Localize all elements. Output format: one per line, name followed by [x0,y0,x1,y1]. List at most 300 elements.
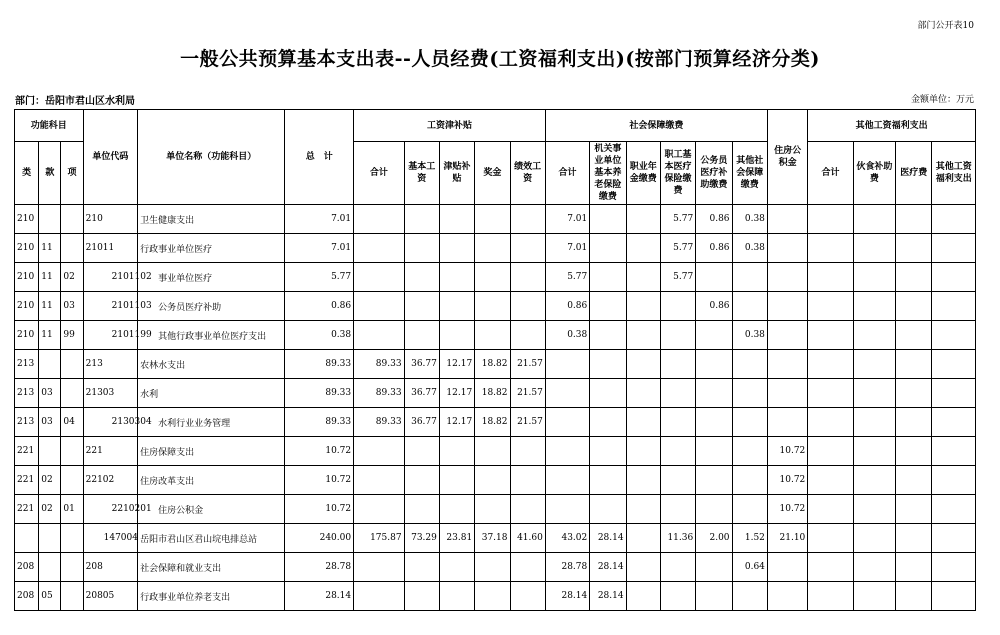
meal-cell [853,437,895,466]
meal-cell [853,524,895,553]
table-row [15,350,976,379]
lei-cell: 221 [15,437,39,466]
meal-cell [853,466,895,495]
annuity-cell [626,553,660,582]
other-social-cell [732,437,767,466]
wage-total-cell: 89.33 [354,408,404,437]
social-total-cell: 28.14 [545,582,589,611]
other-total-cell [808,495,853,524]
performance-cell [510,234,545,263]
lei-cell: 213 [15,379,39,408]
expenditure-table [14,109,976,611]
kuan-cell: 03 [39,408,61,437]
performance-cell [510,466,545,495]
pension-cell [590,205,626,234]
pension-cell [590,292,626,321]
other-social-cell [732,495,767,524]
social-total-cell [545,495,589,524]
unit-name-cell: 住房改革支出 [138,466,285,495]
allowance-cell: 12.17 [439,379,474,408]
pension-cell: 28.14 [590,524,626,553]
total-cell: 10.72 [285,495,354,524]
meal-cell [853,553,895,582]
housing-cell: 10.72 [767,466,807,495]
unit-code-cell: 2101102 [83,263,138,292]
wage-total-cell [354,292,404,321]
header-other-group: 其他工资福利支出 [808,110,976,142]
medical-cell: 11.36 [660,524,695,553]
header-other-total: 合计 [808,142,853,205]
basic-wage-cell: 36.77 [404,379,439,408]
bonus-cell [475,437,510,466]
annuity-cell [626,263,660,292]
header-meal: 伙食补助费 [853,142,895,205]
total-cell: 0.86 [285,292,354,321]
unit-name-cell: 社会保障和就业支出 [138,553,285,582]
housing-cell [767,553,807,582]
other-social-cell: 0.38 [732,205,767,234]
performance-cell: 21.57 [510,350,545,379]
bonus-cell [475,234,510,263]
annuity-cell [626,234,660,263]
total-cell: 89.33 [285,408,354,437]
xiang-cell: 99 [61,321,83,350]
header-civil-medical: 公务员医疗补助缴费 [696,142,732,205]
wage-total-cell [354,495,404,524]
page-title: 一般公共预算基本支出表--人员经费(工资福利支出)(按部门预算经济分类) [180,48,820,70]
pension-cell [590,234,626,263]
social-total-cell: 7.01 [545,205,589,234]
allowance-cell [439,292,474,321]
other-welfare-cell [932,466,976,495]
basic-wage-cell [404,437,439,466]
kuan-cell [39,205,61,234]
bonus-cell [475,553,510,582]
bonus-cell: 37.18 [475,524,510,553]
social-total-cell: 0.38 [545,321,589,350]
unit-name-cell: 公务员医疗补助 [138,292,285,321]
header-bonus: 奖金 [475,142,510,205]
unit-code-cell: 221 [83,437,138,466]
kuan-cell [39,437,61,466]
table-row [15,292,976,321]
medical-cell [660,495,695,524]
basic-wage-cell [404,292,439,321]
social-total-cell [545,379,589,408]
other-welfare-cell [932,205,976,234]
medical-fee-cell [896,408,932,437]
table-row [15,379,976,408]
basic-wage-cell [404,321,439,350]
housing-cell [767,205,807,234]
lei-cell [15,524,39,553]
medical-cell: 5.77 [660,234,695,263]
other-social-cell [732,379,767,408]
medical-fee-cell [896,292,932,321]
unit-name-cell: 水利行业业务管理 [138,408,285,437]
table-row [15,437,976,466]
annuity-cell [626,466,660,495]
header-allowance: 津贴补贴 [439,142,474,205]
xiang-cell [61,205,83,234]
other-total-cell [808,350,853,379]
social-total-cell [545,466,589,495]
bonus-cell [475,582,510,611]
total-cell: 0.38 [285,321,354,350]
total-cell: 89.33 [285,379,354,408]
allowance-cell [439,495,474,524]
table-row [15,263,976,292]
other-total-cell [808,408,853,437]
bonus-cell [475,321,510,350]
annuity-cell [626,350,660,379]
unit-code-cell: 20805 [83,582,138,611]
unit-name-cell: 水利 [138,379,285,408]
meal-cell [853,234,895,263]
allowance-cell [439,321,474,350]
medical-cell [660,408,695,437]
performance-cell: 21.57 [510,408,545,437]
civil-medical-cell: 2.00 [696,524,732,553]
medical-fee-cell [896,495,932,524]
header-kuan: 款 [39,142,61,205]
bonus-cell [475,263,510,292]
medical-cell [660,292,695,321]
wage-total-cell [354,205,404,234]
meal-cell [853,408,895,437]
bonus-cell [475,495,510,524]
other-social-cell [732,263,767,292]
unit-code-cell: 213 [83,350,138,379]
performance-cell [510,205,545,234]
unit-name-cell: 事业单位医疗 [138,263,285,292]
bonus-cell [475,292,510,321]
medical-fee-cell [896,321,932,350]
housing-cell [767,321,807,350]
other-social-cell [732,350,767,379]
kuan-cell: 11 [39,292,61,321]
other-welfare-cell [932,553,976,582]
bonus-cell: 18.82 [475,350,510,379]
other-total-cell [808,524,853,553]
unit-code-cell: 210 [83,205,138,234]
annuity-cell [626,524,660,553]
medical-fee-cell [896,234,932,263]
annuity-cell [626,379,660,408]
medical-cell: 5.77 [660,263,695,292]
civil-medical-cell [696,321,732,350]
annuity-cell [626,437,660,466]
meal-cell [853,582,895,611]
housing-cell [767,263,807,292]
medical-fee-cell [896,379,932,408]
unit-code-cell: 208 [83,553,138,582]
other-total-cell [808,582,853,611]
header-housing-fund: 住房公积金 [767,110,807,205]
other-total-cell [808,321,853,350]
xiang-cell: 04 [61,408,83,437]
kuan-cell: 02 [39,466,61,495]
allowance-cell [439,234,474,263]
total-cell: 10.72 [285,466,354,495]
social-total-cell: 28.78 [545,553,589,582]
other-welfare-cell [932,350,976,379]
xiang-cell [61,553,83,582]
header-xiang: 项 [61,142,83,205]
allowance-cell [439,205,474,234]
medical-fee-cell [896,582,932,611]
basic-wage-cell [404,205,439,234]
xiang-cell: 01 [61,495,83,524]
kuan-cell: 05 [39,582,61,611]
other-total-cell [808,292,853,321]
unit-code-cell: 2101103 [83,292,138,321]
basic-wage-cell: 73.29 [404,524,439,553]
allowance-cell [439,466,474,495]
pension-cell [590,466,626,495]
housing-cell: 10.72 [767,495,807,524]
housing-cell [767,582,807,611]
wage-total-cell: 89.33 [354,350,404,379]
bonus-cell: 18.82 [475,408,510,437]
kuan-cell: 02 [39,495,61,524]
kuan-cell: 11 [39,321,61,350]
header-total: 总 计 [285,110,354,205]
total-cell: 7.01 [285,205,354,234]
civil-medical-cell [696,553,732,582]
performance-cell: 21.57 [510,379,545,408]
bonus-cell [475,466,510,495]
wage-total-cell [354,321,404,350]
lei-cell: 221 [15,495,39,524]
lei-cell: 213 [15,408,39,437]
performance-cell [510,553,545,582]
kuan-cell [39,553,61,582]
basic-wage-cell: 36.77 [404,408,439,437]
xiang-cell: 03 [61,292,83,321]
header-social-group: 社会保障缴费 [545,110,767,142]
medical-fee-cell [896,263,932,292]
header-medical-fee: 医疗费 [896,142,932,205]
other-welfare-cell [932,234,976,263]
basic-wage-cell [404,234,439,263]
other-social-cell [732,582,767,611]
table-row [15,582,976,611]
other-welfare-cell [932,582,976,611]
medical-cell [660,321,695,350]
other-total-cell [808,553,853,582]
annuity-cell [626,582,660,611]
civil-medical-cell [696,437,732,466]
allowance-cell [439,553,474,582]
other-total-cell [808,234,853,263]
table-row [15,524,976,553]
wage-total-cell [354,466,404,495]
meal-cell [853,321,895,350]
allowance-cell: 23.81 [439,524,474,553]
pension-cell [590,263,626,292]
performance-cell: 41.60 [510,524,545,553]
header-wage-total: 合计 [354,142,404,205]
header-basic-wage: 基本工资 [404,142,439,205]
xiang-cell [61,234,83,263]
total-cell: 10.72 [285,437,354,466]
total-cell: 89.33 [285,350,354,379]
other-welfare-cell [932,263,976,292]
header-annuity: 职业年金缴费 [626,142,660,205]
pension-cell [590,321,626,350]
wage-total-cell [354,553,404,582]
table-row [15,321,976,350]
lei-cell: 210 [15,263,39,292]
housing-cell [767,350,807,379]
civil-medical-cell: 0.86 [696,234,732,263]
unit-name-cell: 行政事业单位医疗 [138,234,285,263]
medical-fee-cell [896,350,932,379]
other-social-cell: 0.38 [732,321,767,350]
medical-fee-cell [896,437,932,466]
total-cell: 240.00 [285,524,354,553]
other-total-cell [808,437,853,466]
unit-name-cell: 住房公积金 [138,495,285,524]
lei-cell: 213 [15,350,39,379]
department-label: 部门：岳阳市君山区水利局 [15,96,135,107]
table-row [15,408,976,437]
other-social-cell [732,466,767,495]
allowance-cell [439,437,474,466]
lei-cell: 208 [15,582,39,611]
housing-cell [767,379,807,408]
basic-wage-cell [404,263,439,292]
pension-cell: 28.14 [590,582,626,611]
total-cell: 28.78 [285,553,354,582]
medical-cell [660,379,695,408]
civil-medical-cell: 0.86 [696,292,732,321]
unit-code-cell: 22102 [83,466,138,495]
unit-code-cell: 2210201 [83,495,138,524]
civil-medical-cell [696,466,732,495]
header-social-total: 合计 [545,142,589,205]
performance-cell [510,582,545,611]
header-wage-group: 工资津补贴 [354,110,546,142]
wage-total-cell [354,263,404,292]
kuan-cell: 03 [39,379,61,408]
header-other-social: 其他社会保障缴费 [732,142,767,205]
bonus-cell: 18.82 [475,379,510,408]
civil-medical-cell [696,263,732,292]
housing-cell: 21.10 [767,524,807,553]
kuan-cell [39,350,61,379]
other-total-cell [808,379,853,408]
other-social-cell [732,292,767,321]
meal-cell [853,379,895,408]
lei-cell: 210 [15,234,39,263]
civil-medical-cell [696,408,732,437]
civil-medical-cell [696,582,732,611]
medical-cell [660,553,695,582]
allowance-cell: 12.17 [439,350,474,379]
medical-cell [660,582,695,611]
meal-cell [853,205,895,234]
social-total-cell: 0.86 [545,292,589,321]
wage-total-cell [354,582,404,611]
header-other-welfare: 其他工资福利支出 [932,142,976,205]
unit-name-cell: 行政事业单位养老支出 [138,582,285,611]
xiang-cell: 02 [61,263,83,292]
medical-fee-cell [896,466,932,495]
civil-medical-cell [696,350,732,379]
civil-medical-cell [696,379,732,408]
unit-name-cell: 农林水支出 [138,350,285,379]
header-pension: 机关事业单位基本养老保险缴费 [590,142,626,205]
wage-total-cell [354,234,404,263]
medical-fee-cell [896,524,932,553]
other-social-cell: 1.52 [732,524,767,553]
annuity-cell [626,495,660,524]
performance-cell [510,495,545,524]
social-total-cell [545,350,589,379]
social-total-cell: 7.01 [545,234,589,263]
other-welfare-cell [932,321,976,350]
header-unit-name: 单位名称（功能科目） [138,110,285,205]
basic-wage-cell [404,466,439,495]
pension-cell [590,437,626,466]
social-total-cell: 43.02 [545,524,589,553]
meal-cell [853,495,895,524]
kuan-cell [39,524,61,553]
unit-code-cell: 2130304 [83,408,138,437]
kuan-cell: 11 [39,234,61,263]
header-medical: 职工基本医疗保险缴费 [660,142,695,205]
other-welfare-cell [932,292,976,321]
pension-cell: 28.14 [590,553,626,582]
social-total-cell [545,437,589,466]
basic-wage-cell [404,582,439,611]
amount-unit-label: 金额单位：万元 [910,95,974,105]
table-row [15,495,976,524]
unit-code-cell: 21011 [83,234,138,263]
medical-fee-cell [896,205,932,234]
xiang-cell [61,582,83,611]
housing-cell [767,234,807,263]
unit-name-cell: 其他行政事业单位医疗支出 [138,321,285,350]
medical-cell [660,466,695,495]
xiang-cell [61,466,83,495]
unit-code-cell: 2101199 [83,321,138,350]
other-total-cell [808,263,853,292]
annuity-cell [626,205,660,234]
total-cell: 5.77 [285,263,354,292]
performance-cell [510,263,545,292]
pension-cell [590,495,626,524]
header-func-subject: 功能科目 [15,110,84,142]
social-total-cell [545,408,589,437]
medical-fee-cell [896,553,932,582]
other-social-cell [732,408,767,437]
performance-cell [510,292,545,321]
lei-cell: 208 [15,553,39,582]
kuan-cell: 11 [39,263,61,292]
wage-total-cell [354,437,404,466]
other-welfare-cell [932,524,976,553]
medical-cell [660,350,695,379]
bonus-cell [475,205,510,234]
performance-cell [510,437,545,466]
other-total-cell [808,466,853,495]
civil-medical-cell: 0.86 [696,205,732,234]
civil-medical-cell [696,495,732,524]
performance-cell [510,321,545,350]
